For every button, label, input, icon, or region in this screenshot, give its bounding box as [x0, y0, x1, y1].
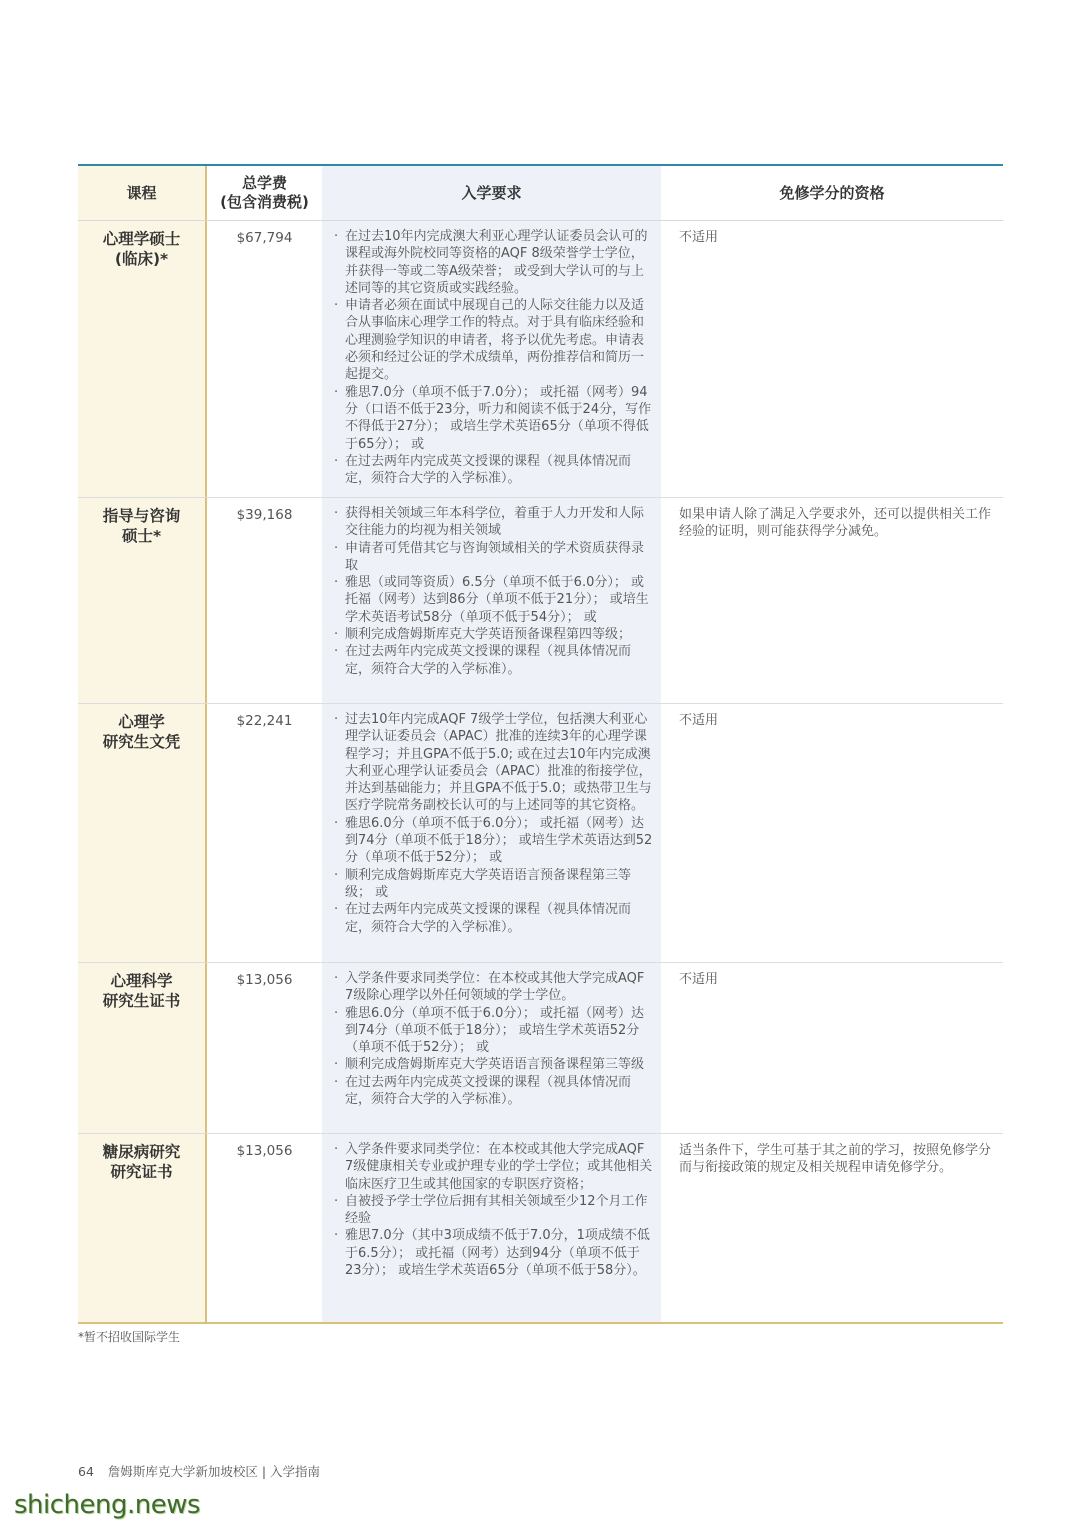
requirement-item: [334, 1227, 653, 1279]
requirement-item: [334, 970, 653, 1005]
bullet-icon: ·: [334, 712, 339, 727]
bullet-icon: ·: [334, 971, 339, 986]
requirement-item: [334, 574, 653, 626]
credit-eligibility: 不适用: [679, 713, 719, 728]
requirement-text: 入学条件要求同类学位：在本校或其他大学完成AQF 7级健康相关专业或护理专业的学士学位；或其他相关临床医疗卫生或其他国家的专职医疗资格；: [345, 1142, 653, 1192]
total-fee: $13,056: [236, 1143, 293, 1159]
requirement-text: 在过去两年内完成英文授课的课程（视具体情况而定，须符合大学的入学标准）。: [345, 902, 632, 935]
requirement-item: [334, 228, 653, 297]
bullet-icon: ·: [334, 453, 339, 469]
requirement-item: [334, 711, 653, 815]
bullet-icon: ·: [334, 298, 339, 314]
bullet-icon: ·: [334, 1057, 339, 1073]
requirement-item: [334, 297, 653, 383]
watermark: shicheng.news: [14, 1490, 201, 1520]
requirement-item: [334, 1005, 653, 1057]
requirement-text: 申请者可凭借其它与咨询领域相关的学术资质获得录取: [345, 540, 645, 573]
footer-text: 詹姆斯库克大学新加坡校区 | 入学指南: [107, 1464, 321, 1479]
requirement-text: 雅思7.0分（单项不低于7.0分）； 或托福（网考）94分（口语不低于23分，听力和阅读不低于24分，写作不得低于27分）； 或培生学术英语65分（单项不得低于65分）； 或: [345, 384, 652, 452]
requirement-text: 入学条件要求同类学位：在本校或其他大学完成AQF 7级除心理学以外任何领域的学士学位。: [345, 971, 645, 1004]
table-body: [78, 221, 1003, 1322]
bullet-icon: ·: [334, 902, 339, 918]
table-header: [78, 166, 1003, 221]
requirement-item: [334, 505, 653, 540]
bullet-icon: ·: [334, 1005, 339, 1021]
requirement-text: 雅思6.0分（单项不低于6.0分）； 或托福（网考）达到74分（单项不低于18分）； 或培生学术英语达到52分（单项不低于52分）； 或: [345, 815, 653, 866]
requirement-item: [334, 1056, 653, 1073]
requirement-item: [334, 540, 653, 575]
requirements-cell: [322, 221, 661, 497]
requirement-text: 在过去10年内完成澳大利亚心理学认证委员会认可的课程或海外院校同等资格的AQF 8级荣誉学士学位，并获得一等或二等A级荣誉； 或受到大学认可的与上述同等的其它资质或实践经验。: [345, 229, 648, 296]
requirement-text: 申请者必须在面试中展现自己的人际交往能力以及适合从事临床心理学工作的特点。对于具有临床经验和心理测验学知识的申请者，将予以优先考虑。申请表必须和经过公证的学术成绩单，两份推荐信和简历一起提交。: [345, 298, 645, 383]
requirement-item: [334, 1074, 653, 1109]
requirement-item: [334, 384, 653, 453]
requirement-text: 顺利完成詹姆斯库克大学英语预备课程第四等级；: [345, 627, 632, 643]
total-fee: $39,168: [236, 507, 293, 523]
bullet-icon: ·: [334, 1193, 339, 1209]
requirement-text: 雅思（或同等资质）6.5分（单项不低于6.0分）； 或托福（网考）达到86分（单项不低于21分）； 或培生学术英语考试58分（单项不低于54分）； 或: [345, 575, 649, 625]
requirement-text: 雅思6.0分（单项不低于6.0分）； 或托福（网考）达到74分（单项不低于18分）； 或培生学术英语52分（单项不低于52分）； 或: [345, 1005, 644, 1056]
requirements-cell: [322, 1134, 661, 1322]
credit-eligibility: 不适用: [679, 972, 719, 987]
requirement-text: 自被授予学士学位后拥有其相关领域至少12个月工作经验: [345, 1193, 648, 1227]
requirement-item: [334, 1193, 653, 1228]
course-name: 心理学硕士 (临床)*: [78, 221, 207, 497]
requirements-cell: [322, 498, 661, 703]
course-name: 心理科学 研究生证书: [78, 963, 207, 1133]
requirement-text: 在过去两年内完成英文授课的课程（视具体情况而定，须符合大学的入学标准）。: [345, 644, 632, 677]
requirement-text: 过去10年内完成AQF 7级学士学位，包括澳大利亚心理学认证委员会（APAC）批准的连续3年的心理学课程学习；并且GPA不低于5.0; 或在过去10年内完成澳大利亚心理学认证委员会（APAC）批准的衔接学位，并达到基础能力；并且GPA不低于5.0；或热带卫生与医疗学院常务副校长认可的与上述同等的其它资格。: [345, 712, 652, 814]
header-fee: 总学费 (包含消费税): [220, 174, 309, 211]
header-requirements: 入学要求: [322, 166, 661, 220]
bullet-icon: ·: [334, 1074, 339, 1090]
requirement-text: 获得相关领域三年本科学位，着重于人力开发和人际交往能力的均视为相关领域: [345, 506, 645, 539]
course-name: 心理学 研究生文凭: [78, 704, 207, 962]
bullet-icon: ·: [334, 540, 339, 556]
table-row: [78, 1134, 1003, 1322]
credit-eligibility: 如果申请人除了满足入学要求外，还可以提供相关工作经验的证明，则可能获得学分减免。: [679, 507, 992, 540]
requirement-item: [334, 815, 653, 867]
course-name: 指导与咨询 硕士*: [78, 498, 207, 703]
bullet-icon: ·: [334, 867, 339, 883]
table-row: [78, 963, 1003, 1134]
header-credit: 免修学分的资格: [779, 183, 885, 202]
requirement-text: 雅思7.0分（其中3项成绩不低于7.0分，1项成绩不低于6.5分）； 或托福（网考）达到94分（单项不低于23分）； 或培生学术英语65分（单项不低于58分）。: [345, 1228, 650, 1279]
requirement-text: 顺利完成詹姆斯库克大学英语语言预备课程第三等级； 或: [345, 867, 632, 900]
bullet-icon: ·: [334, 384, 339, 400]
table-row: [78, 704, 1003, 963]
requirements-cell: [322, 963, 661, 1133]
bullet-icon: ·: [334, 506, 339, 521]
table-row: [78, 498, 1003, 704]
requirements-cell: [322, 704, 661, 962]
programs-table: [78, 164, 1003, 1324]
credit-eligibility: 适当条件下，学生可基于其之前的学习，按照免修学分而与衔接政策的规定及相关规程申请免修学分。: [679, 1143, 992, 1176]
bullet-icon: ·: [334, 815, 339, 831]
header-course: 课程: [78, 166, 207, 220]
total-fee: $22,241: [236, 713, 293, 729]
footnote: *暂不招收国际学生: [78, 1330, 181, 1344]
requirement-item: [334, 626, 653, 643]
requirement-text: 顺利完成詹姆斯库克大学英语语言预备课程第三等级: [345, 1057, 645, 1073]
credit-eligibility: 不适用: [679, 230, 719, 245]
bullet-icon: ·: [334, 644, 339, 660]
total-fee: $67,794: [236, 230, 293, 246]
page-number: 64: [78, 1464, 94, 1479]
course-name: 糖尿病研究 研究证书: [78, 1134, 207, 1322]
bullet-icon: ·: [334, 1142, 339, 1157]
bullet-icon: ·: [334, 575, 339, 591]
requirement-item: [334, 453, 653, 488]
bullet-icon: ·: [334, 1228, 339, 1244]
requirement-text: 在过去两年内完成英文授课的课程（视具体情况而定，须符合大学的入学标准）。: [345, 1074, 632, 1108]
table-row: [78, 221, 1003, 498]
bullet-icon: ·: [334, 627, 339, 643]
total-fee: $13,056: [236, 972, 293, 988]
page-footer: [78, 1462, 320, 1480]
bullet-icon: ·: [334, 229, 339, 244]
requirement-item: [334, 867, 653, 902]
requirement-item: [334, 901, 653, 936]
requirement-text: 在过去两年内完成英文授课的课程（视具体情况而定，须符合大学的入学标准）。: [345, 453, 632, 487]
requirement-item: [334, 1141, 653, 1193]
requirement-item: [334, 643, 653, 678]
